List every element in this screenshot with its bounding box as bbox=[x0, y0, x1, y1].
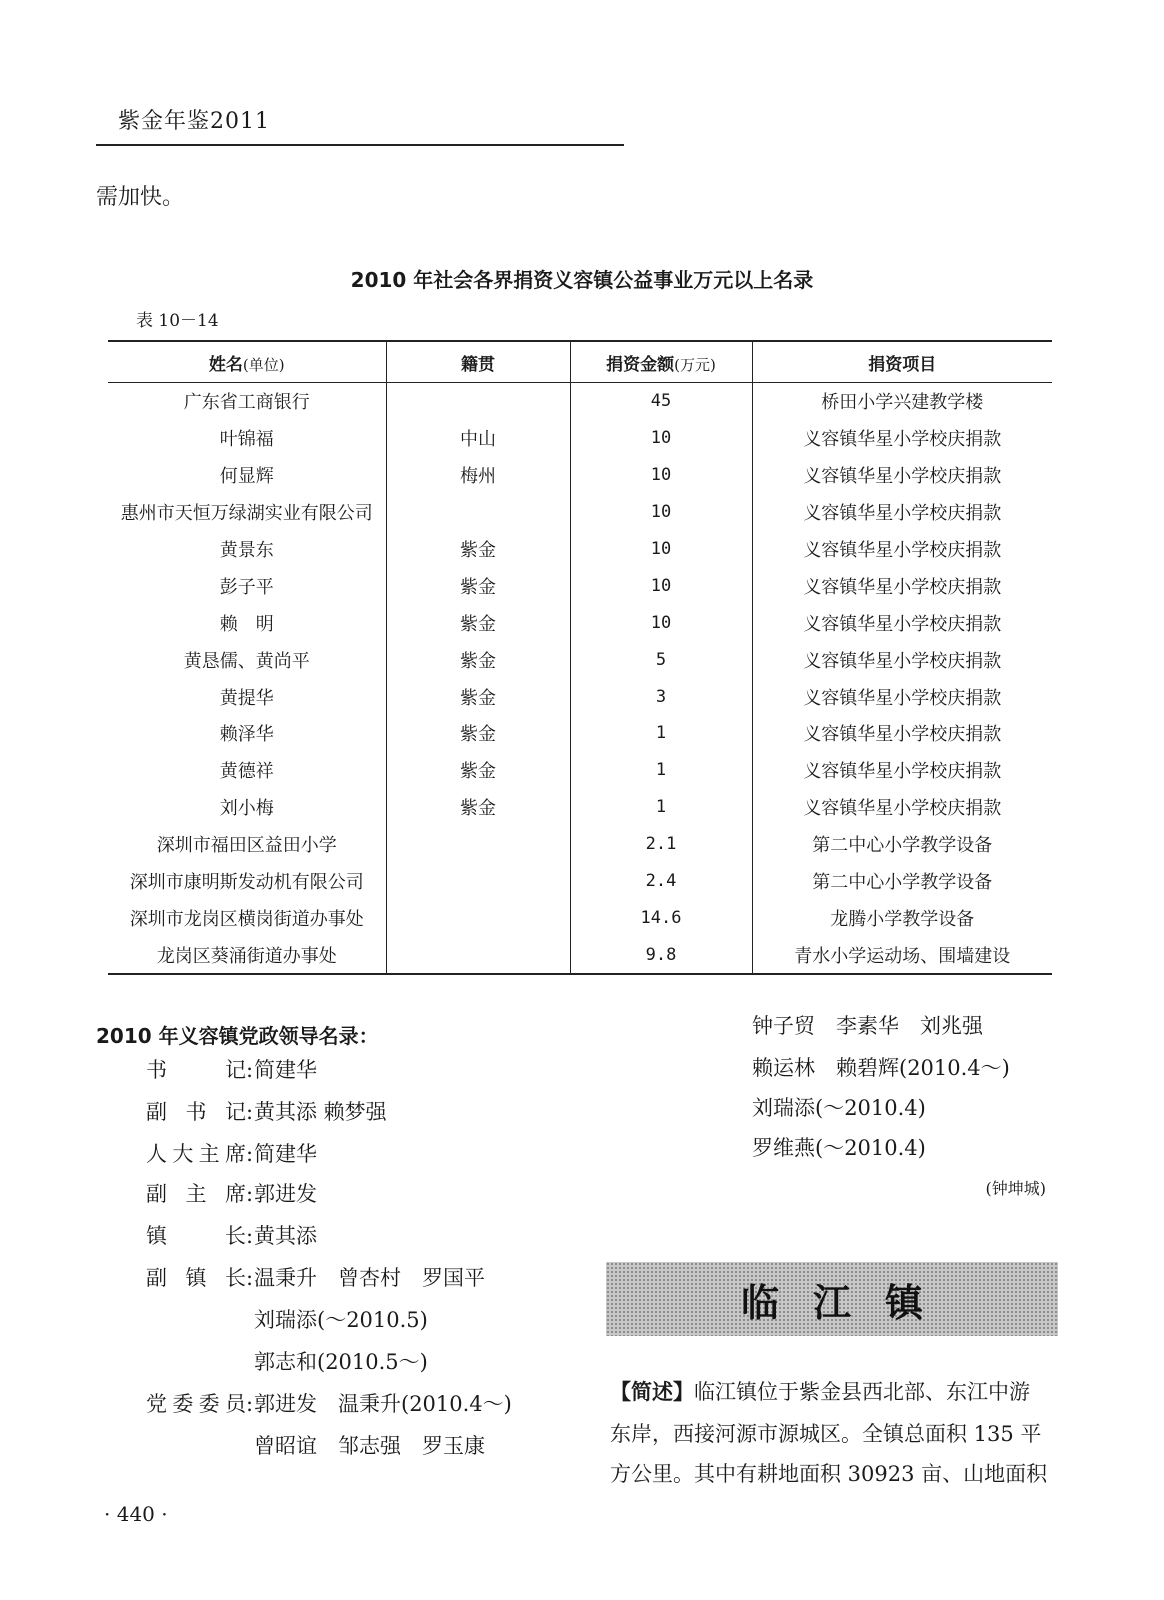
right-column-line: 钟子贸 李素华 刘兆强 bbox=[752, 1014, 983, 1038]
leader-names: 郭进发 bbox=[254, 1182, 317, 1206]
intro-line: 【简述】临江镇位于紫金县西北部、东江中游 bbox=[610, 1380, 1030, 1404]
deputy-mayor-continuation: 刘瑞添(～2010.5) bbox=[254, 1308, 428, 1332]
leader-names: 黄其添 bbox=[254, 1224, 317, 1248]
cell-origin bbox=[386, 383, 570, 420]
table-row bbox=[108, 567, 1052, 604]
header-rule bbox=[96, 144, 624, 146]
table-body bbox=[108, 383, 1052, 975]
cell-name: 叶锦福 bbox=[219, 429, 274, 451]
cell-name: 广东省工商银行 bbox=[183, 392, 310, 414]
table-row bbox=[108, 899, 1052, 936]
right-column-line: 赖运林 赖碧辉(2010.4～) bbox=[752, 1056, 1010, 1080]
cell-origin: 紫金 bbox=[386, 715, 570, 752]
leader-row bbox=[146, 1262, 485, 1292]
cell-name: 彭子平 bbox=[219, 576, 274, 598]
table-number: 表 10－14 bbox=[136, 311, 219, 331]
right-column-line: 刘瑞添(～2010.4) bbox=[752, 1096, 926, 1120]
cell-project: 义容镇华星小学校庆捐款 bbox=[752, 678, 1052, 715]
cell-origin: 梅州 bbox=[386, 457, 570, 494]
cell-amount: 10 bbox=[570, 531, 752, 568]
cell-amount: 1 bbox=[570, 715, 752, 752]
cell-name: 黄景东 bbox=[219, 540, 274, 561]
cell-project: 第二中心小学教学设备 bbox=[752, 863, 1052, 900]
cell-name: 黄恳儒、黄尚平 bbox=[183, 650, 310, 672]
leader-names: 简建华 bbox=[254, 1142, 317, 1166]
section-banner bbox=[606, 1262, 1058, 1336]
cell-amount: 45 bbox=[570, 383, 752, 420]
cell-name: 何显辉 bbox=[219, 466, 274, 488]
cell-origin bbox=[386, 826, 570, 863]
header-origin: 籍贯 bbox=[386, 341, 570, 383]
cell-amount: 2.1 bbox=[570, 826, 752, 863]
carry-over-text: 需加快。 bbox=[96, 185, 185, 210]
table-row bbox=[108, 936, 1052, 974]
cell-origin: 紫金 bbox=[386, 641, 570, 678]
leader-colon: : bbox=[246, 1058, 254, 1082]
cell-amount: 10 bbox=[570, 604, 752, 641]
leader-colon: : bbox=[246, 1182, 254, 1206]
committee-continuation: 曾昭谊 邹志强 罗玉康 bbox=[254, 1434, 485, 1458]
table-row bbox=[108, 420, 1052, 457]
leader-names: 黄其添 赖梦强 bbox=[254, 1100, 387, 1124]
leader-title: 副镇长 bbox=[146, 1266, 246, 1290]
cell-amount: 10 bbox=[570, 457, 752, 494]
cell-origin bbox=[386, 936, 570, 974]
table-row bbox=[108, 826, 1052, 863]
cell-origin: 紫金 bbox=[386, 567, 570, 604]
cell-name: 赖 明 bbox=[219, 613, 274, 635]
cell-project: 义容镇华星小学校庆捐款 bbox=[752, 420, 1052, 457]
cell-project: 义容镇华星小学校庆捐款 bbox=[752, 641, 1052, 678]
leader-title: 副主席 bbox=[146, 1182, 246, 1206]
cell-amount: 10 bbox=[570, 567, 752, 604]
cell-project: 义容镇华星小学校庆捐款 bbox=[752, 567, 1052, 604]
cell-name: 深圳市康明斯发动机有限公司 bbox=[129, 872, 364, 894]
table-header-row bbox=[108, 341, 1052, 383]
leader-colon: : bbox=[246, 1142, 254, 1166]
intro-line: 方公里。其中有耕地面积 30923 亩、山地面积 bbox=[610, 1462, 1048, 1486]
cell-amount: 10 bbox=[570, 420, 752, 457]
leader-row bbox=[146, 1178, 317, 1208]
cell-origin bbox=[386, 899, 570, 936]
leader-colon: : bbox=[246, 1266, 254, 1290]
header-name: 姓名(单位) bbox=[108, 341, 386, 383]
donation-table bbox=[108, 340, 1052, 975]
cell-project: 义容镇华星小学校庆捐款 bbox=[752, 494, 1052, 531]
page-number: · 440 · bbox=[104, 1502, 168, 1526]
cell-name: 深圳市龙岗区横岗街道办事处 bbox=[129, 908, 364, 930]
cell-amount: 1 bbox=[570, 789, 752, 826]
deputy-mayor-continuation: 郭志和(2010.5～) bbox=[254, 1350, 428, 1374]
table-row bbox=[108, 457, 1052, 494]
author-credit: (钟坤城) bbox=[985, 1179, 1046, 1198]
cell-amount: 3 bbox=[570, 678, 752, 715]
cell-amount: 2.4 bbox=[570, 863, 752, 900]
table-row bbox=[108, 752, 1052, 789]
section-title: 临江镇 bbox=[740, 1280, 957, 1325]
table-row bbox=[108, 494, 1052, 531]
leader-row bbox=[146, 1054, 317, 1084]
header-amount: 捐资金额(万元) bbox=[570, 341, 752, 383]
cell-amount: 1 bbox=[570, 752, 752, 789]
leader-colon: : bbox=[246, 1224, 254, 1248]
running-head: 紫金年鉴2011 bbox=[118, 109, 270, 134]
leader-colon: : bbox=[246, 1392, 254, 1416]
table-row bbox=[108, 383, 1052, 420]
cell-project: 桥田小学兴建教学楼 bbox=[752, 383, 1052, 420]
table-row bbox=[108, 715, 1052, 752]
cell-origin bbox=[386, 494, 570, 531]
cell-amount: 10 bbox=[570, 494, 752, 531]
cell-name: 惠州市天恒万绿湖实业有限公司 bbox=[120, 503, 373, 525]
leader-names: 简建华 bbox=[254, 1058, 317, 1082]
cell-name: 黄提华 bbox=[219, 687, 274, 709]
leader-names: 郭进发 温秉升(2010.4～) bbox=[254, 1392, 512, 1416]
leader-row bbox=[146, 1220, 317, 1250]
cell-project: 青水小学运动场、围墙建设 bbox=[752, 936, 1052, 974]
cell-project: 义容镇华星小学校庆捐款 bbox=[752, 752, 1052, 789]
right-column-line: 罗维燕(～2010.4) bbox=[752, 1136, 926, 1160]
table-row bbox=[108, 863, 1052, 900]
cell-origin: 紫金 bbox=[386, 752, 570, 789]
leader-row bbox=[146, 1138, 317, 1168]
leader-row bbox=[146, 1096, 387, 1126]
leader-title: 党委委员 bbox=[146, 1392, 246, 1416]
cell-project: 义容镇华星小学校庆捐款 bbox=[752, 715, 1052, 752]
table-row bbox=[108, 531, 1052, 568]
cell-origin: 中山 bbox=[386, 420, 570, 457]
table-row bbox=[108, 604, 1052, 641]
cell-project: 龙腾小学教学设备 bbox=[752, 899, 1052, 936]
cell-amount: 9.8 bbox=[570, 936, 752, 974]
table-row bbox=[108, 789, 1052, 826]
cell-origin: 紫金 bbox=[386, 604, 570, 641]
cell-name: 深圳市福田区益田小学 bbox=[156, 835, 337, 857]
leader-colon: : bbox=[246, 1100, 254, 1124]
cell-project: 义容镇华星小学校庆捐款 bbox=[752, 789, 1052, 826]
cell-name: 龙岗区葵涌街道办事处 bbox=[156, 945, 337, 967]
leader-title: 人大主席 bbox=[146, 1142, 246, 1166]
cell-name: 赖泽华 bbox=[219, 724, 274, 746]
cell-amount: 14.6 bbox=[570, 899, 752, 936]
cell-project: 义容镇华星小学校庆捐款 bbox=[752, 604, 1052, 641]
intro-tag: 【简述】 bbox=[610, 1380, 694, 1404]
header-project: 捐资项目 bbox=[752, 341, 1052, 383]
cell-name: 黄德祥 bbox=[219, 761, 274, 783]
cell-project: 义容镇华星小学校庆捐款 bbox=[752, 457, 1052, 494]
leader-title: 副书记 bbox=[146, 1100, 246, 1124]
table-title: 2010 年社会各界捐资义容镇公益事业万元以上名录 bbox=[350, 268, 814, 292]
cell-origin: 紫金 bbox=[386, 678, 570, 715]
cell-origin bbox=[386, 863, 570, 900]
leader-row bbox=[146, 1388, 512, 1418]
cell-name: 刘小梅 bbox=[219, 798, 274, 820]
cell-amount: 5 bbox=[570, 641, 752, 678]
leader-names: 温秉升 曾杏村 罗国平 bbox=[254, 1266, 485, 1290]
cell-origin: 紫金 bbox=[386, 789, 570, 826]
intro-line: 东岸，西接河源市源城区。全镇总面积 135 平 bbox=[610, 1422, 1042, 1446]
cell-origin: 紫金 bbox=[386, 531, 570, 568]
leader-title: 镇长 bbox=[146, 1224, 246, 1248]
table-row bbox=[108, 678, 1052, 715]
cell-project: 第二中心小学教学设备 bbox=[752, 826, 1052, 863]
table-row bbox=[108, 641, 1052, 678]
leaders-title: 2010 年义容镇党政领导名录： bbox=[96, 1024, 379, 1048]
leader-title: 书记 bbox=[146, 1058, 246, 1082]
cell-project: 义容镇华星小学校庆捐款 bbox=[752, 531, 1052, 568]
